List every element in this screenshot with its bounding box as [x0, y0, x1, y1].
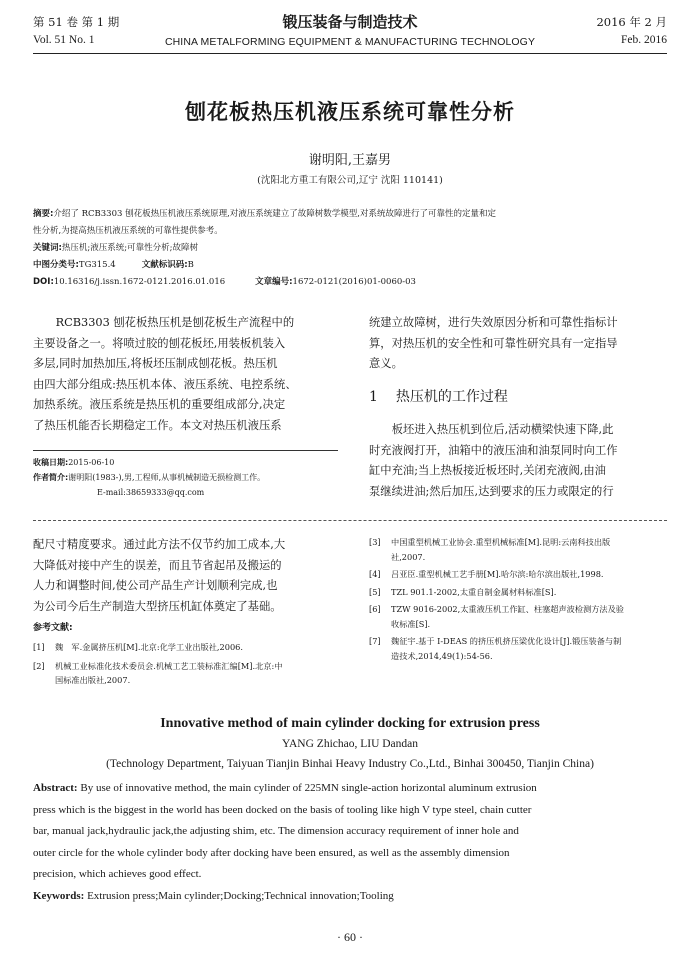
article-title: 刨花板热压机液压系统可靠性分析: [185, 100, 515, 124]
right-line: 意义。: [369, 357, 403, 370]
header-journal-cn: 锻压装备与制造技术: [282, 13, 418, 31]
section-1-heading: [369, 386, 508, 406]
abstract-text-1: 介绍了 RCB3303 刨花板热压机液压系统原理,对液压系统建立了故障树数学模型,对系统故障进行了可靠性的定量和定: [53, 209, 497, 219]
keywords-line: [33, 240, 673, 257]
right-line: 统建立故障树，进行失效原因分析和可靠性指标计: [369, 316, 618, 329]
reference-number: [6]: [369, 604, 381, 614]
doi-line: [33, 274, 673, 291]
references-left: [33, 640, 353, 688]
author-email: E-mail:38659333@qq.com: [97, 488, 205, 497]
reference-text: TZW 9016-2002,太重液压机工作缸、柱塞超声波检测方法及验: [391, 604, 624, 614]
reference-text: 中国重型机械工业协会.重型机械标准[M].昆明:云南科技出版: [391, 537, 611, 547]
left-column-text: [33, 313, 353, 436]
right-line: 板坯进入热压机到位后,活动横梁快速下降,此: [369, 423, 614, 436]
footnote-block: [33, 455, 353, 500]
english-authors: YANG Zhichao, LIU Dandan: [281, 738, 419, 750]
english-keywords-label: Keywords:: [33, 889, 85, 902]
english-abstract-label: Abstract:: [33, 782, 78, 794]
reference-text-cont: 造技术,2014,49(1):54-56.: [391, 650, 493, 661]
english-abstract-text: By use of innovative method, the main cylinder of 225MN single-action horizontal aluminum extrusion: [80, 782, 537, 794]
english-abstract-line: [33, 778, 673, 800]
keywords-label: 关键词:: [33, 243, 62, 253]
english-abstract-line: outer circle for the whole cylinder body after docking have been ensured, as well as the assembly dimension: [33, 846, 510, 859]
article-authors: 谢明阳,王嘉男: [308, 153, 392, 168]
received-date: 2015-06-10: [68, 458, 115, 467]
doccode-label: 文献标识码:: [141, 260, 188, 270]
english-keywords-line: [33, 886, 673, 908]
english-abstract-line: precision, which achieves good effect.: [33, 868, 202, 880]
doi-label: DOI:: [33, 277, 54, 287]
reference-text-cont: 国标准出版社,2007.: [55, 675, 131, 685]
reference-number: [4]: [369, 569, 381, 579]
header-rule: [33, 53, 667, 54]
left-line: 由四大部分组成:热压机本体、液压系统、电控系统、: [33, 377, 297, 391]
previous-article-ending: [33, 535, 353, 617]
author-bio: 谢明阳(1983-),男,工程师,从事机械制造无损检测工作。: [68, 473, 266, 482]
clc-label: 中图分类号:: [33, 260, 79, 270]
reference-text: TZL 901.1-2002,太重自制金属材料标准[S].: [391, 586, 557, 597]
right-column-top: [369, 313, 669, 375]
reference-item: [33, 659, 353, 674]
lower-left-line: 为公司今后生产制造大型挤压机缸体奠定了基础。: [33, 599, 282, 613]
right-line: 算，对热压机的安全性和可靠性研究具有一定指导: [369, 336, 618, 350]
doi-value: 10.16316/j.issn.1672-0121.2016.01.016: [53, 277, 226, 287]
reference-number: [1]: [33, 642, 45, 652]
english-title: Innovative method of main cylinder docking for extrusion press: [160, 716, 540, 731]
reference-number: [5]: [369, 586, 381, 597]
left-line: 多层,同时加热加压,将板坯压制成刨花板。热压机: [33, 357, 278, 370]
classification-line: [33, 257, 673, 274]
right-column-section: [369, 420, 669, 502]
reference-number: [2]: [33, 660, 45, 671]
reference-text: 吕亚臣.重型机械工艺手册[M].哈尔滨:哈尔滨出版社,1998.: [391, 569, 604, 579]
right-line: 泵继续进油;然后加压,达到要求的压力或限定的行: [369, 484, 614, 498]
reference-number: [7]: [369, 636, 381, 646]
received-label: 收稿日期:: [33, 458, 69, 467]
reference-item: [369, 535, 669, 550]
header-volume-cn: 第 51 卷 第 1 期: [33, 15, 120, 29]
reference-text-cont: 社,2007.: [391, 551, 426, 562]
left-line: 加热系统。液压系统是热压机的重要组成部分,决定: [33, 398, 286, 411]
doccode-value: B: [187, 260, 194, 270]
reference-text: 机械工业标准化技术委员会.机械工艺工装标准汇编[M].北京:中: [55, 660, 283, 671]
english-abstract: [33, 778, 673, 907]
english-keywords: Extrusion press;Main cylinder;Docking;Technical innovation;Tooling: [87, 889, 394, 902]
english-affiliation: (Technology Department, Taiyuan Tianjin Binhai Heavy Industry Co.,Ltd., Binhai 300450, Tianjin China): [106, 758, 594, 770]
reference-text-cont: 收标准[S].: [391, 618, 431, 629]
right-line: 缸中充油;当上热板接近板坯时,关闭充液阀,由油: [369, 464, 606, 477]
english-abstract-line: press which is the biggest in the world has been docked on the basis of tooling like high V type steel, chain cutter: [33, 803, 532, 816]
header-date-cn: 2016 年 2 月: [596, 15, 667, 29]
keywords-text: 热压机;液压系统;可靠性分析;故障树: [61, 243, 198, 253]
abstract-line-1: [33, 206, 673, 223]
abstract-text-2: 性分析,为提高热压机液压系统的可靠性提供参考。: [33, 226, 223, 236]
reference-item: [369, 634, 669, 649]
reference-item: [33, 640, 353, 655]
page-number: · 60 ·: [337, 930, 363, 944]
footnote-rule: [33, 450, 338, 451]
right-line: 时充液阀打开，油箱中的液压油和油泵同时向工作: [369, 443, 618, 457]
author-bio-line: [33, 470, 353, 485]
lower-left-line: 大降低对接中产生的误差，而且节省起吊及搬运的: [33, 558, 282, 572]
references-right: [369, 535, 669, 663]
english-abstract-line: bar, manual jack,hydraulic jack,the adjusting shim, etc. The dimension accuracy requirement of inner hole and: [33, 825, 519, 837]
reference-text: 魏征宇.基于 I-DEAS 的挤压机挤压梁优化设计[J].锻压装备与制: [391, 636, 622, 646]
reference-item: [369, 567, 669, 582]
article-number-label: 文章编号:: [255, 277, 293, 287]
header-journal-en: CHINA METALFORMING EQUIPMENT & MANUFACTURING TECHNOLOGY: [164, 36, 536, 48]
abstract-block: [33, 206, 673, 291]
left-line: 主要设备之一。将喷过胶的刨花板坯,用装板机装入: [33, 336, 286, 350]
reference-number: [3]: [369, 537, 381, 547]
references-label: 参考文献:: [33, 623, 73, 633]
left-line: RCB3303 刨花板热压机是刨花板生产流程中的: [33, 316, 295, 329]
header-date-en: Feb. 2016: [621, 34, 667, 46]
clc-value: TG315.4: [78, 260, 116, 270]
reference-item: [369, 602, 669, 617]
author-bio-label: 作者简介:: [33, 473, 69, 482]
received-line: [33, 455, 353, 470]
reference-item: [369, 585, 669, 600]
left-line: 了热压机能否长期稳定工作。本文对热压机液压系: [33, 418, 282, 432]
reference-text: 魏 军.金属挤压机[M].北京:化学工业出版社,2006.: [55, 642, 243, 652]
article-separator: [33, 520, 667, 521]
lower-left-line: 配尺寸精度要求。通过此方法不仅节约加工成本,大: [33, 538, 286, 551]
section-number: 1: [369, 389, 378, 405]
header-volume-en: Vol. 51 No. 1: [33, 34, 95, 46]
section-title: 热压机的工作过程: [395, 389, 508, 405]
article-affiliation: (沈阳北方重工有限公司,辽宁 沈阳 110141): [257, 175, 443, 186]
lower-left-line: 人力和调整时间,使公司产品生产计划顺利完成,也: [33, 579, 278, 592]
article-number-value: 1672-0121(2016)01-0060-03: [292, 277, 416, 287]
abstract-label: 摘要:: [33, 209, 54, 219]
